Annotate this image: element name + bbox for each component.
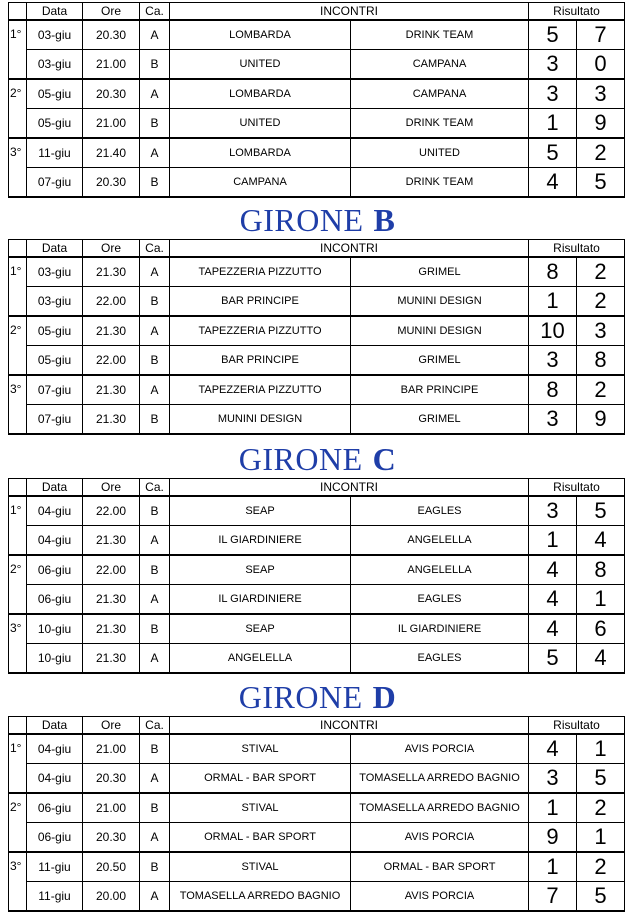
match-field: A — [140, 585, 170, 615]
away-score: 8 — [577, 346, 625, 376]
home-score: 8 — [529, 257, 577, 287]
away-score: 9 — [577, 405, 625, 435]
away-score: 9 — [577, 109, 625, 139]
match-date: 06-giu — [27, 823, 83, 853]
header-row — [9, 717, 625, 735]
match-field: B — [140, 287, 170, 317]
match-date: 04-giu — [27, 496, 83, 526]
match-date: 03-giu — [27, 257, 83, 287]
away-team: EAGLES — [351, 644, 529, 674]
match-field: A — [140, 644, 170, 674]
match-time: 20.30 — [83, 20, 140, 50]
match-date: 07-giu — [27, 375, 83, 405]
match-time: 20.30 — [83, 823, 140, 853]
away-team: EAGLES — [351, 496, 529, 526]
week-label: 2° — [9, 316, 27, 375]
away-team: UNITED — [351, 138, 529, 168]
away-team: EAGLES — [351, 585, 529, 615]
home-score: 1 — [529, 109, 577, 139]
match-field: B — [140, 852, 170, 882]
girone-d-title — [0, 679, 635, 715]
match-field: B — [140, 734, 170, 764]
home-score: 9 — [529, 823, 577, 853]
table-row — [9, 79, 625, 109]
girone-title-prefix: GIRONE — [238, 441, 363, 477]
away-score: 5 — [577, 764, 625, 794]
home-team: BAR PRINCIPE — [170, 346, 351, 376]
away-team: GRIMEL — [351, 257, 529, 287]
header-result: Risultato — [529, 240, 625, 258]
header-row — [9, 3, 625, 21]
home-score: 3 — [529, 405, 577, 435]
table-row — [9, 555, 625, 585]
match-field: B — [140, 405, 170, 435]
match-field: B — [140, 793, 170, 823]
away-team: ANGELELLA — [351, 555, 529, 585]
match-date: 05-giu — [27, 79, 83, 109]
home-team: TOMASELLA ARREDO BAGNIO — [170, 882, 351, 912]
match-time: 21.30 — [83, 405, 140, 435]
match-time: 20.30 — [83, 764, 140, 794]
header-time: Ore — [83, 240, 140, 258]
match-field: A — [140, 882, 170, 912]
girone-c-table — [8, 478, 625, 674]
header-matches: INCONTRI — [170, 717, 529, 735]
header-row — [9, 240, 625, 258]
match-date: 11-giu — [27, 852, 83, 882]
away-team: AVIS PORCIA — [351, 823, 529, 853]
away-team: CAMPANA — [351, 79, 529, 109]
girone-title-prefix: GIRONE — [239, 202, 364, 238]
match-time: 20.30 — [83, 168, 140, 198]
match-time: 21.30 — [83, 316, 140, 346]
table-row — [9, 168, 625, 198]
away-team: ORMAL - BAR SPORT — [351, 852, 529, 882]
table-row — [9, 614, 625, 644]
away-score: 4 — [577, 526, 625, 556]
match-time: 21.30 — [83, 526, 140, 556]
week-label: 2° — [9, 793, 27, 852]
home-team: IL GIARDINIERE — [170, 585, 351, 615]
away-score: 1 — [577, 823, 625, 853]
match-field: B — [140, 109, 170, 139]
table-row — [9, 496, 625, 526]
home-team: ORMAL - BAR SPORT — [170, 823, 351, 853]
header-time: Ore — [83, 717, 140, 735]
week-label: 3° — [9, 375, 27, 434]
table-row — [9, 585, 625, 615]
girone-title-letter: B — [373, 202, 396, 238]
away-team: DRINK TEAM — [351, 20, 529, 50]
away-score: 5 — [577, 168, 625, 198]
table-row — [9, 644, 625, 674]
home-team: LOMBARDA — [170, 79, 351, 109]
away-score: 5 — [577, 496, 625, 526]
home-score: 1 — [529, 852, 577, 882]
header-matches: INCONTRI — [170, 3, 529, 21]
table-row — [9, 764, 625, 794]
match-date: 10-giu — [27, 614, 83, 644]
match-date: 10-giu — [27, 644, 83, 674]
home-score: 5 — [529, 138, 577, 168]
home-score: 4 — [529, 168, 577, 198]
match-field: B — [140, 50, 170, 80]
away-score: 5 — [577, 882, 625, 912]
match-time: 21.00 — [83, 734, 140, 764]
match-date: 11-giu — [27, 882, 83, 912]
match-time: 20.30 — [83, 79, 140, 109]
week-label: 1° — [9, 496, 27, 555]
match-date: 04-giu — [27, 764, 83, 794]
match-date: 06-giu — [27, 555, 83, 585]
match-date: 03-giu — [27, 20, 83, 50]
away-team: DRINK TEAM — [351, 168, 529, 198]
away-team: AVIS PORCIA — [351, 882, 529, 912]
match-field: A — [140, 20, 170, 50]
home-team: TAPEZZERIA PIZZUTTO — [170, 257, 351, 287]
away-score: 6 — [577, 614, 625, 644]
header-date: Data — [27, 240, 83, 258]
table-row — [9, 346, 625, 376]
match-time: 21.30 — [83, 375, 140, 405]
week-label: 1° — [9, 734, 27, 793]
table-row — [9, 852, 625, 882]
home-score: 5 — [529, 644, 577, 674]
header-result: Risultato — [529, 717, 625, 735]
home-team: STIVAL — [170, 793, 351, 823]
week-label: 3° — [9, 852, 27, 911]
home-team: IL GIARDINIERE — [170, 526, 351, 556]
match-time: 22.00 — [83, 287, 140, 317]
girone-c-title — [0, 441, 635, 477]
table-row — [9, 793, 625, 823]
away-team: ANGELELLA — [351, 526, 529, 556]
match-date: 03-giu — [27, 50, 83, 80]
away-team: AVIS PORCIA — [351, 734, 529, 764]
away-score: 7 — [577, 20, 625, 50]
match-time: 21.00 — [83, 793, 140, 823]
home-score: 4 — [529, 555, 577, 585]
match-field: A — [140, 375, 170, 405]
match-time: 20.50 — [83, 852, 140, 882]
home-team: SEAP — [170, 614, 351, 644]
home-team: STIVAL — [170, 852, 351, 882]
header-matches: INCONTRI — [170, 479, 529, 497]
home-team: SEAP — [170, 555, 351, 585]
away-score: 2 — [577, 138, 625, 168]
table-row — [9, 316, 625, 346]
home-team: TAPEZZERIA PIZZUTTO — [170, 375, 351, 405]
match-time: 21.00 — [83, 109, 140, 139]
away-score: 2 — [577, 287, 625, 317]
away-team: GRIMEL — [351, 405, 529, 435]
header-matches: INCONTRI — [170, 240, 529, 258]
match-date: 05-giu — [27, 316, 83, 346]
match-time: 21.40 — [83, 138, 140, 168]
away-team: TOMASELLA ARREDO BAGNIO — [351, 764, 529, 794]
match-date: 03-giu — [27, 287, 83, 317]
home-team: UNITED — [170, 50, 351, 80]
away-score: 2 — [577, 852, 625, 882]
match-date: 04-giu — [27, 526, 83, 556]
header-time: Ore — [83, 479, 140, 497]
match-field: A — [140, 79, 170, 109]
home-score: 8 — [529, 375, 577, 405]
match-date: 05-giu — [27, 109, 83, 139]
away-team: DRINK TEAM — [351, 109, 529, 139]
match-time: 21.30 — [83, 644, 140, 674]
home-score: 3 — [529, 79, 577, 109]
away-team: GRIMEL — [351, 346, 529, 376]
away-score: 1 — [577, 734, 625, 764]
home-score: 3 — [529, 496, 577, 526]
away-score: 1 — [577, 585, 625, 615]
table-row — [9, 734, 625, 764]
header-date: Data — [27, 3, 83, 21]
home-team: ANGELELLA — [170, 644, 351, 674]
match-field: B — [140, 496, 170, 526]
match-field: A — [140, 257, 170, 287]
home-team: SEAP — [170, 496, 351, 526]
table-row — [9, 20, 625, 50]
home-score: 1 — [529, 526, 577, 556]
match-date: 06-giu — [27, 585, 83, 615]
week-label: 1° — [9, 20, 27, 79]
week-label: 1° — [9, 257, 27, 316]
match-time: 22.00 — [83, 555, 140, 585]
table-row — [9, 109, 625, 139]
week-label: 3° — [9, 614, 27, 673]
week-label: 2° — [9, 79, 27, 138]
home-score: 1 — [529, 793, 577, 823]
home-team: LOMBARDA — [170, 138, 351, 168]
home-score: 4 — [529, 614, 577, 644]
away-score: 8 — [577, 555, 625, 585]
away-team: MUNINI DESIGN — [351, 287, 529, 317]
header-field: Ca. — [140, 717, 170, 735]
girone-b-title — [0, 202, 635, 238]
home-team: MUNINI DESIGN — [170, 405, 351, 435]
header-field: Ca. — [140, 479, 170, 497]
header-week — [9, 240, 27, 258]
match-field: A — [140, 526, 170, 556]
away-team: CAMPANA — [351, 50, 529, 80]
home-team: CAMPANA — [170, 168, 351, 198]
home-team: BAR PRINCIPE — [170, 287, 351, 317]
home-score: 4 — [529, 734, 577, 764]
header-date: Data — [27, 479, 83, 497]
home-team: UNITED — [170, 109, 351, 139]
header-field: Ca. — [140, 240, 170, 258]
table-row — [9, 823, 625, 853]
header-row — [9, 479, 625, 497]
header-time: Ore — [83, 3, 140, 21]
away-score: 0 — [577, 50, 625, 80]
table-row — [9, 882, 625, 912]
match-date: 07-giu — [27, 168, 83, 198]
header-week — [9, 3, 27, 21]
header-field: Ca. — [140, 3, 170, 21]
match-field: A — [140, 823, 170, 853]
away-score: 3 — [577, 316, 625, 346]
away-team: MUNINI DESIGN — [351, 316, 529, 346]
match-time: 21.30 — [83, 257, 140, 287]
away-score: 2 — [577, 375, 625, 405]
table-row — [9, 405, 625, 435]
home-score: 5 — [529, 20, 577, 50]
home-team: STIVAL — [170, 734, 351, 764]
header-week — [9, 717, 27, 735]
home-score: 10 — [529, 316, 577, 346]
girone-title-letter: D — [372, 679, 397, 715]
away-score: 2 — [577, 257, 625, 287]
home-score: 3 — [529, 50, 577, 80]
girone-title-prefix: GIRONE — [238, 679, 363, 715]
girone-d-table — [8, 716, 625, 912]
home-score: 4 — [529, 585, 577, 615]
table-row — [9, 138, 625, 168]
match-time: 21.30 — [83, 585, 140, 615]
home-score: 7 — [529, 882, 577, 912]
away-team: BAR PRINCIPE — [351, 375, 529, 405]
match-time: 22.00 — [83, 496, 140, 526]
match-time: 20.00 — [83, 882, 140, 912]
match-field: A — [140, 316, 170, 346]
away-score: 4 — [577, 644, 625, 674]
away-score: 3 — [577, 79, 625, 109]
match-time: 21.00 — [83, 50, 140, 80]
header-date: Data — [27, 717, 83, 735]
match-date: 06-giu — [27, 793, 83, 823]
match-field: B — [140, 168, 170, 198]
match-field: A — [140, 764, 170, 794]
table-row — [9, 257, 625, 287]
table-row — [9, 50, 625, 80]
home-team: ORMAL - BAR SPORT — [170, 764, 351, 794]
match-date: 11-giu — [27, 138, 83, 168]
match-field: B — [140, 555, 170, 585]
header-result: Risultato — [529, 3, 625, 21]
home-team: LOMBARDA — [170, 20, 351, 50]
girone-b-table — [8, 239, 625, 435]
home-score: 1 — [529, 287, 577, 317]
girone-a-table — [8, 2, 625, 198]
table-row — [9, 375, 625, 405]
match-date: 05-giu — [27, 346, 83, 376]
match-time: 21.30 — [83, 614, 140, 644]
home-team: TAPEZZERIA PIZZUTTO — [170, 316, 351, 346]
away-score: 2 — [577, 793, 625, 823]
match-time: 22.00 — [83, 346, 140, 376]
match-field: B — [140, 614, 170, 644]
table-row — [9, 287, 625, 317]
away-team: TOMASELLA ARREDO BAGNIO — [351, 793, 529, 823]
home-score: 3 — [529, 764, 577, 794]
match-date: 04-giu — [27, 734, 83, 764]
away-team: IL GIARDINIERE — [351, 614, 529, 644]
week-label: 3° — [9, 138, 27, 197]
table-row — [9, 526, 625, 556]
header-result: Risultato — [529, 479, 625, 497]
header-week — [9, 479, 27, 497]
match-date: 07-giu — [27, 405, 83, 435]
girone-title-letter: C — [372, 441, 397, 477]
home-score: 3 — [529, 346, 577, 376]
match-field: B — [140, 346, 170, 376]
match-field: A — [140, 138, 170, 168]
week-label: 2° — [9, 555, 27, 614]
